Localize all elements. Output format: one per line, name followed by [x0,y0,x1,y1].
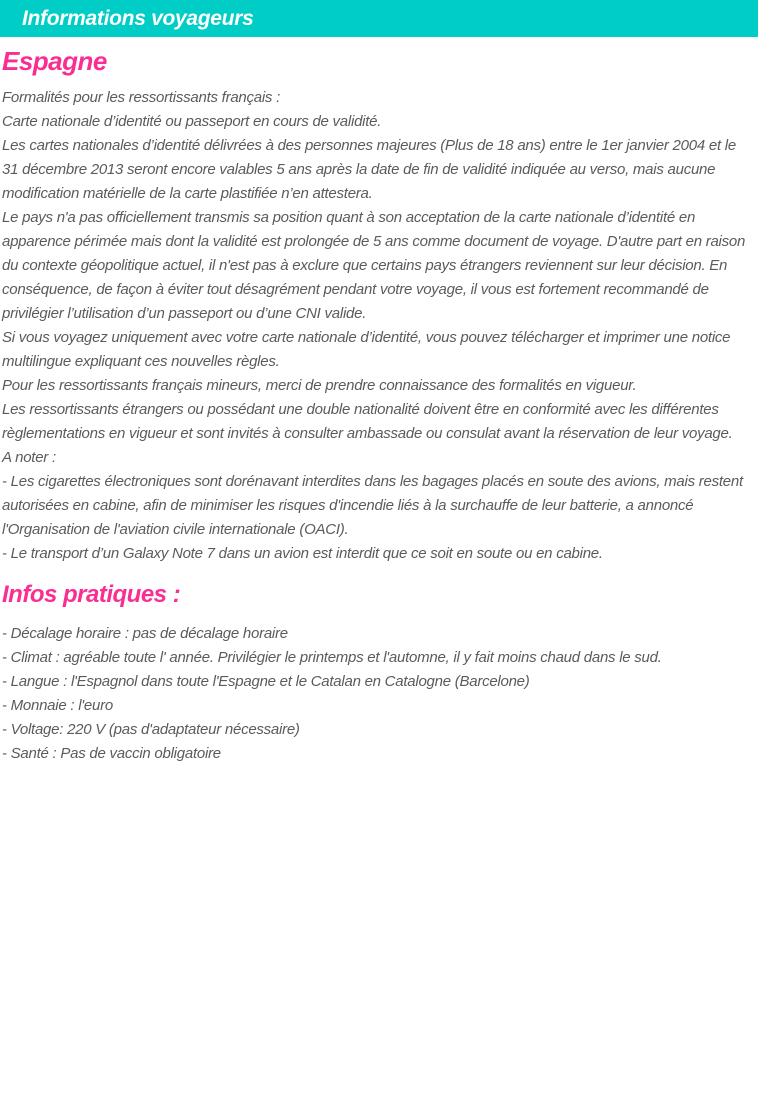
travel-info-content [0,46,758,783]
practical-item-currency: - Monnaie : l'euro [2,697,113,714]
practical-item-health: - Santé : Pas de vaccin obligatoire [2,745,221,762]
cni-validity-paragraph: Les cartes nationales d’identité délivrées à des personnes majeures (Plus de 18 ans) entre le 1er janvier 2004 et le 31 décembre 2013 seront encore valables 5 ans après la date de fin de validité indiquée au verso, mais aucune modification matérielle de la carte plastifiée n’en attestera. [2,137,736,202]
cni-country-position-paragraph: Le pays n'a pas officiellement transmis sa position quant à son acceptation de la carte nationale d’identité en apparence périmée mais dont la validité est prolongée de 5 ans comme document de voyage. D'autre part en raison du contexte géopolitique actuel, il n'est pas à exclure que certains pays étrangers reviennent sur leur décision. En conséquence, de façon à éviter tout désagrément pendant votre voyage, il vous est fortement recommandé de privilégier l’utilisation d’un passeport ou d’une CNI valide. [2,209,746,322]
foreign-nationals-paragraph: Les ressortissants étrangers ou possédant une double nationalité doivent être en conformité avec les différentes règlementations en vigueur et sont invités à consulter ambassade ou consulat avant la réservation de leur voyage. [2,401,733,442]
formalities-id-requirement: Carte nationale d’identité ou passeport en cours de validité. [2,113,382,130]
practical-info-list [2,622,756,766]
cni-validity-block [2,134,756,374]
practical-item-time-difference: - Décalage horaire : pas de décalage horaire [2,625,288,642]
practical-info-heading: Infos pratiques : [2,581,181,608]
practical-item-climate: - Climat : agréable toute l' année. Privilégier le printemps et l'automne, il y fait moins chaud dans le sud. [2,649,662,666]
note-galaxy-note7: - Le transport d’un Galaxy Note 7 dans un avion est interdit que ce soit en soute ou en cabine. [2,545,603,562]
country-heading: Espagne [2,46,107,76]
note-ecigarettes: - Les cigarettes électroniques sont dorénavant interdites dans les bagages placés en soute des avions, mais restent autorisées en cabine, afin de minimiser les risques d'incendie liés à la surchauffe de leur batterie, a annoncé l'Organisation de l'aviation civile internationale (OACI). [2,473,743,538]
practical-item-language: - Langue : l'Espagnol dans toute l'Espagne et le Catalan en Catalogne (Barcelone) [2,673,530,690]
minors-paragraph: Pour les ressortissants français mineurs, merci de prendre connaissance des formalités en vigueur. [2,377,637,394]
practical-item-voltage: - Voltage: 220 V (pas d'adaptateur nécessaire) [2,721,300,738]
travel-info-header-bar [0,0,758,37]
cni-notice-paragraph: Si vous voyagez uniquement avec votre carte nationale d’identité, vous pouvez télécharger et imprimer une notice multilingue expliquant ces nouvelles règles. [2,329,731,370]
note-label: A noter : [2,449,56,466]
formalities-intro: Formalités pour les ressortissants français : [2,89,281,106]
travel-info-header-title: Informations voyageurs [22,6,254,30]
